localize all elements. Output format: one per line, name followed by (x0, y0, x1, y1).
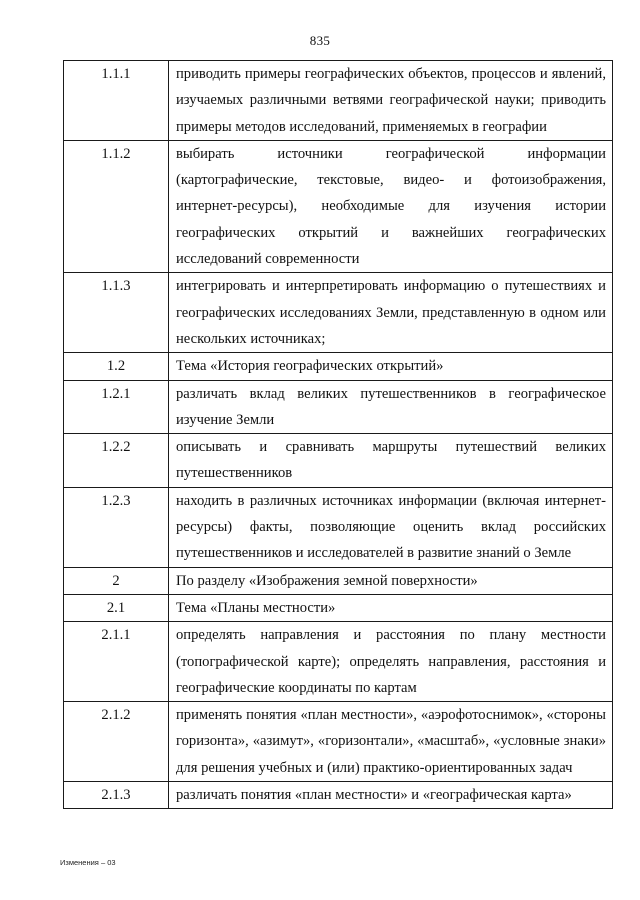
table-row (64, 380, 613, 434)
table-row (64, 487, 613, 567)
row-text: выбирать источники географической информации (картографические, текстовые, видео- и фотоизображения, интернет-ресурсы), необходимые для изучения истории географических открытий и важнейших географических исследований современности (169, 140, 613, 272)
row-text: описывать и сравнивать маршруты путешествий великих путешественников (169, 434, 613, 488)
table-row (64, 434, 613, 488)
row-code: 1.1.1 (64, 61, 169, 141)
row-code: 2.1.3 (64, 782, 169, 809)
requirements-table (63, 60, 613, 809)
row-text: Тема «Планы местности» (169, 594, 613, 621)
row-text: По разделу «Изображения земной поверхности» (169, 567, 613, 594)
table-row (64, 61, 613, 141)
row-code: 1.2 (64, 353, 169, 380)
table-row (64, 594, 613, 621)
row-text: применять понятия «план местности», «аэрофотоснимок», «стороны горизонта», «азимут», «горизонтали», «масштаб», «условные знаки» для решения учебных и (или) практико-ориентированных задач (169, 702, 613, 782)
row-text: различать понятия «план местности» и «географическая карта» (169, 782, 613, 809)
row-code: 1.2.2 (64, 434, 169, 488)
row-text: приводить примеры географических объектов, процессов и явлений, изучаемых различными ветвями географической науки; приводить примеры методов исследований, применяемых в географии (169, 61, 613, 141)
row-text: находить в различных источниках информации (включая интернет-ресурсы) факты, позволяющие оценить вклад российских путешественников и исследователей в развитие знаний о Земле (169, 487, 613, 567)
row-code: 1.2.1 (64, 380, 169, 434)
row-text: Тема «История географических открытий» (169, 353, 613, 380)
row-text: интегрировать и интерпретировать информацию о путешествиях и географических исследованиях Земли, представленную в одном или нескольких источниках; (169, 273, 613, 353)
table-row (64, 567, 613, 594)
row-text: определять направления и расстояния по плану местности (топографической карте); определять направления, расстояния и географические координаты по картам (169, 622, 613, 702)
row-code: 2.1.2 (64, 702, 169, 782)
row-code: 1.2.3 (64, 487, 169, 567)
table-row (64, 273, 613, 353)
table-row (64, 353, 613, 380)
row-text: различать вклад великих путешественников в географическое изучение Земли (169, 380, 613, 434)
table-row (64, 622, 613, 702)
row-code: 1.1.3 (64, 273, 169, 353)
revision-footer: Изменения – 03 (60, 858, 116, 867)
table-row (64, 140, 613, 272)
row-code: 2 (64, 567, 169, 594)
page-number: 835 (309, 33, 331, 48)
row-code: 2.1.1 (64, 622, 169, 702)
row-code: 1.1.2 (64, 140, 169, 272)
table-row (64, 782, 613, 809)
row-code: 2.1 (64, 594, 169, 621)
table-row (64, 702, 613, 782)
